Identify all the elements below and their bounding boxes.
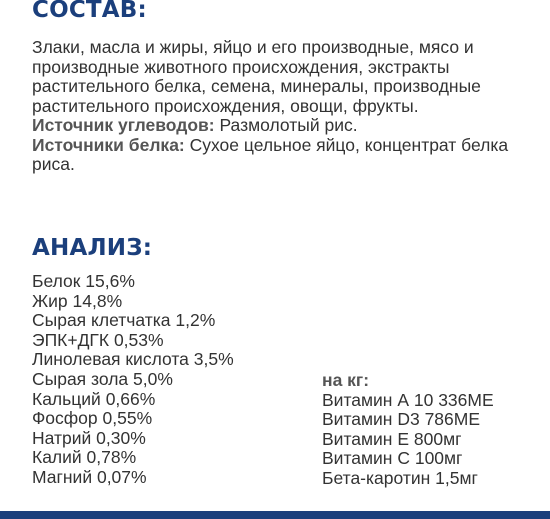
composition-heading: СОСТАВ: xyxy=(32,0,147,23)
analysis-item-fiber: Сырая клетчатка 1,2% xyxy=(32,310,216,331)
analysis-item-phosphorus: Фосфор 0,55% xyxy=(32,408,153,429)
vitamin-c: Витамин С 100мг xyxy=(322,448,463,469)
analysis-heading: АНАЛИЗ: xyxy=(32,235,153,261)
ingredients-text: Злаки, масла и жиры, яйцо и его производные, мясо и производные животного происхождения, экстракты растительного белка, семена, минералы, производные растительного происхождения, овощи, фрукты. xyxy=(32,37,481,116)
analysis-item-fat: Жир 14,8% xyxy=(32,290,123,311)
per-kg-label: на кг: xyxy=(322,370,370,390)
vitamin-a: Витамин А 10 336МЕ xyxy=(322,389,494,410)
analysis-item-protein: Белок 15,6% xyxy=(32,271,135,291)
analysis-list xyxy=(32,272,234,488)
vitamins-list xyxy=(322,391,494,489)
protein-source-value: Сухое цельное яйцо, концентрат белка риса. xyxy=(32,134,509,174)
carb-source-label: Источник углеводов: xyxy=(32,115,215,135)
composition-text xyxy=(32,38,532,175)
analysis-item-sodium: Натрий 0,30% xyxy=(32,427,146,448)
protein-source xyxy=(32,136,532,175)
protein-source-label: Источники белка: xyxy=(32,134,185,155)
analysis-item-ash: Сырая зола 5,0% xyxy=(32,368,173,389)
bottom-brand-bar xyxy=(0,511,550,519)
analysis-item-magnesium: Магний 0,07% xyxy=(32,466,147,487)
vitamin-e: Витамин Е 800мг xyxy=(322,428,462,449)
beta-carotene: Бета-каротин 1,5мг xyxy=(322,467,478,488)
carb-source xyxy=(32,116,532,136)
analysis-item-calcium: Кальций 0,66% xyxy=(32,388,156,409)
vitamins-block xyxy=(322,371,494,489)
analysis-item-linoleic-acid: Линолевая кислота 3,5% xyxy=(32,349,234,370)
analysis-item-potassium: Калий 0,78% xyxy=(32,447,137,468)
vitamin-d3: Витамин D3 786МЕ xyxy=(322,409,481,430)
analysis-item-epa-dha: ЭПК+ДГК 0,53% xyxy=(32,329,164,350)
carb-source-value: Размолотый рис. xyxy=(214,115,358,135)
